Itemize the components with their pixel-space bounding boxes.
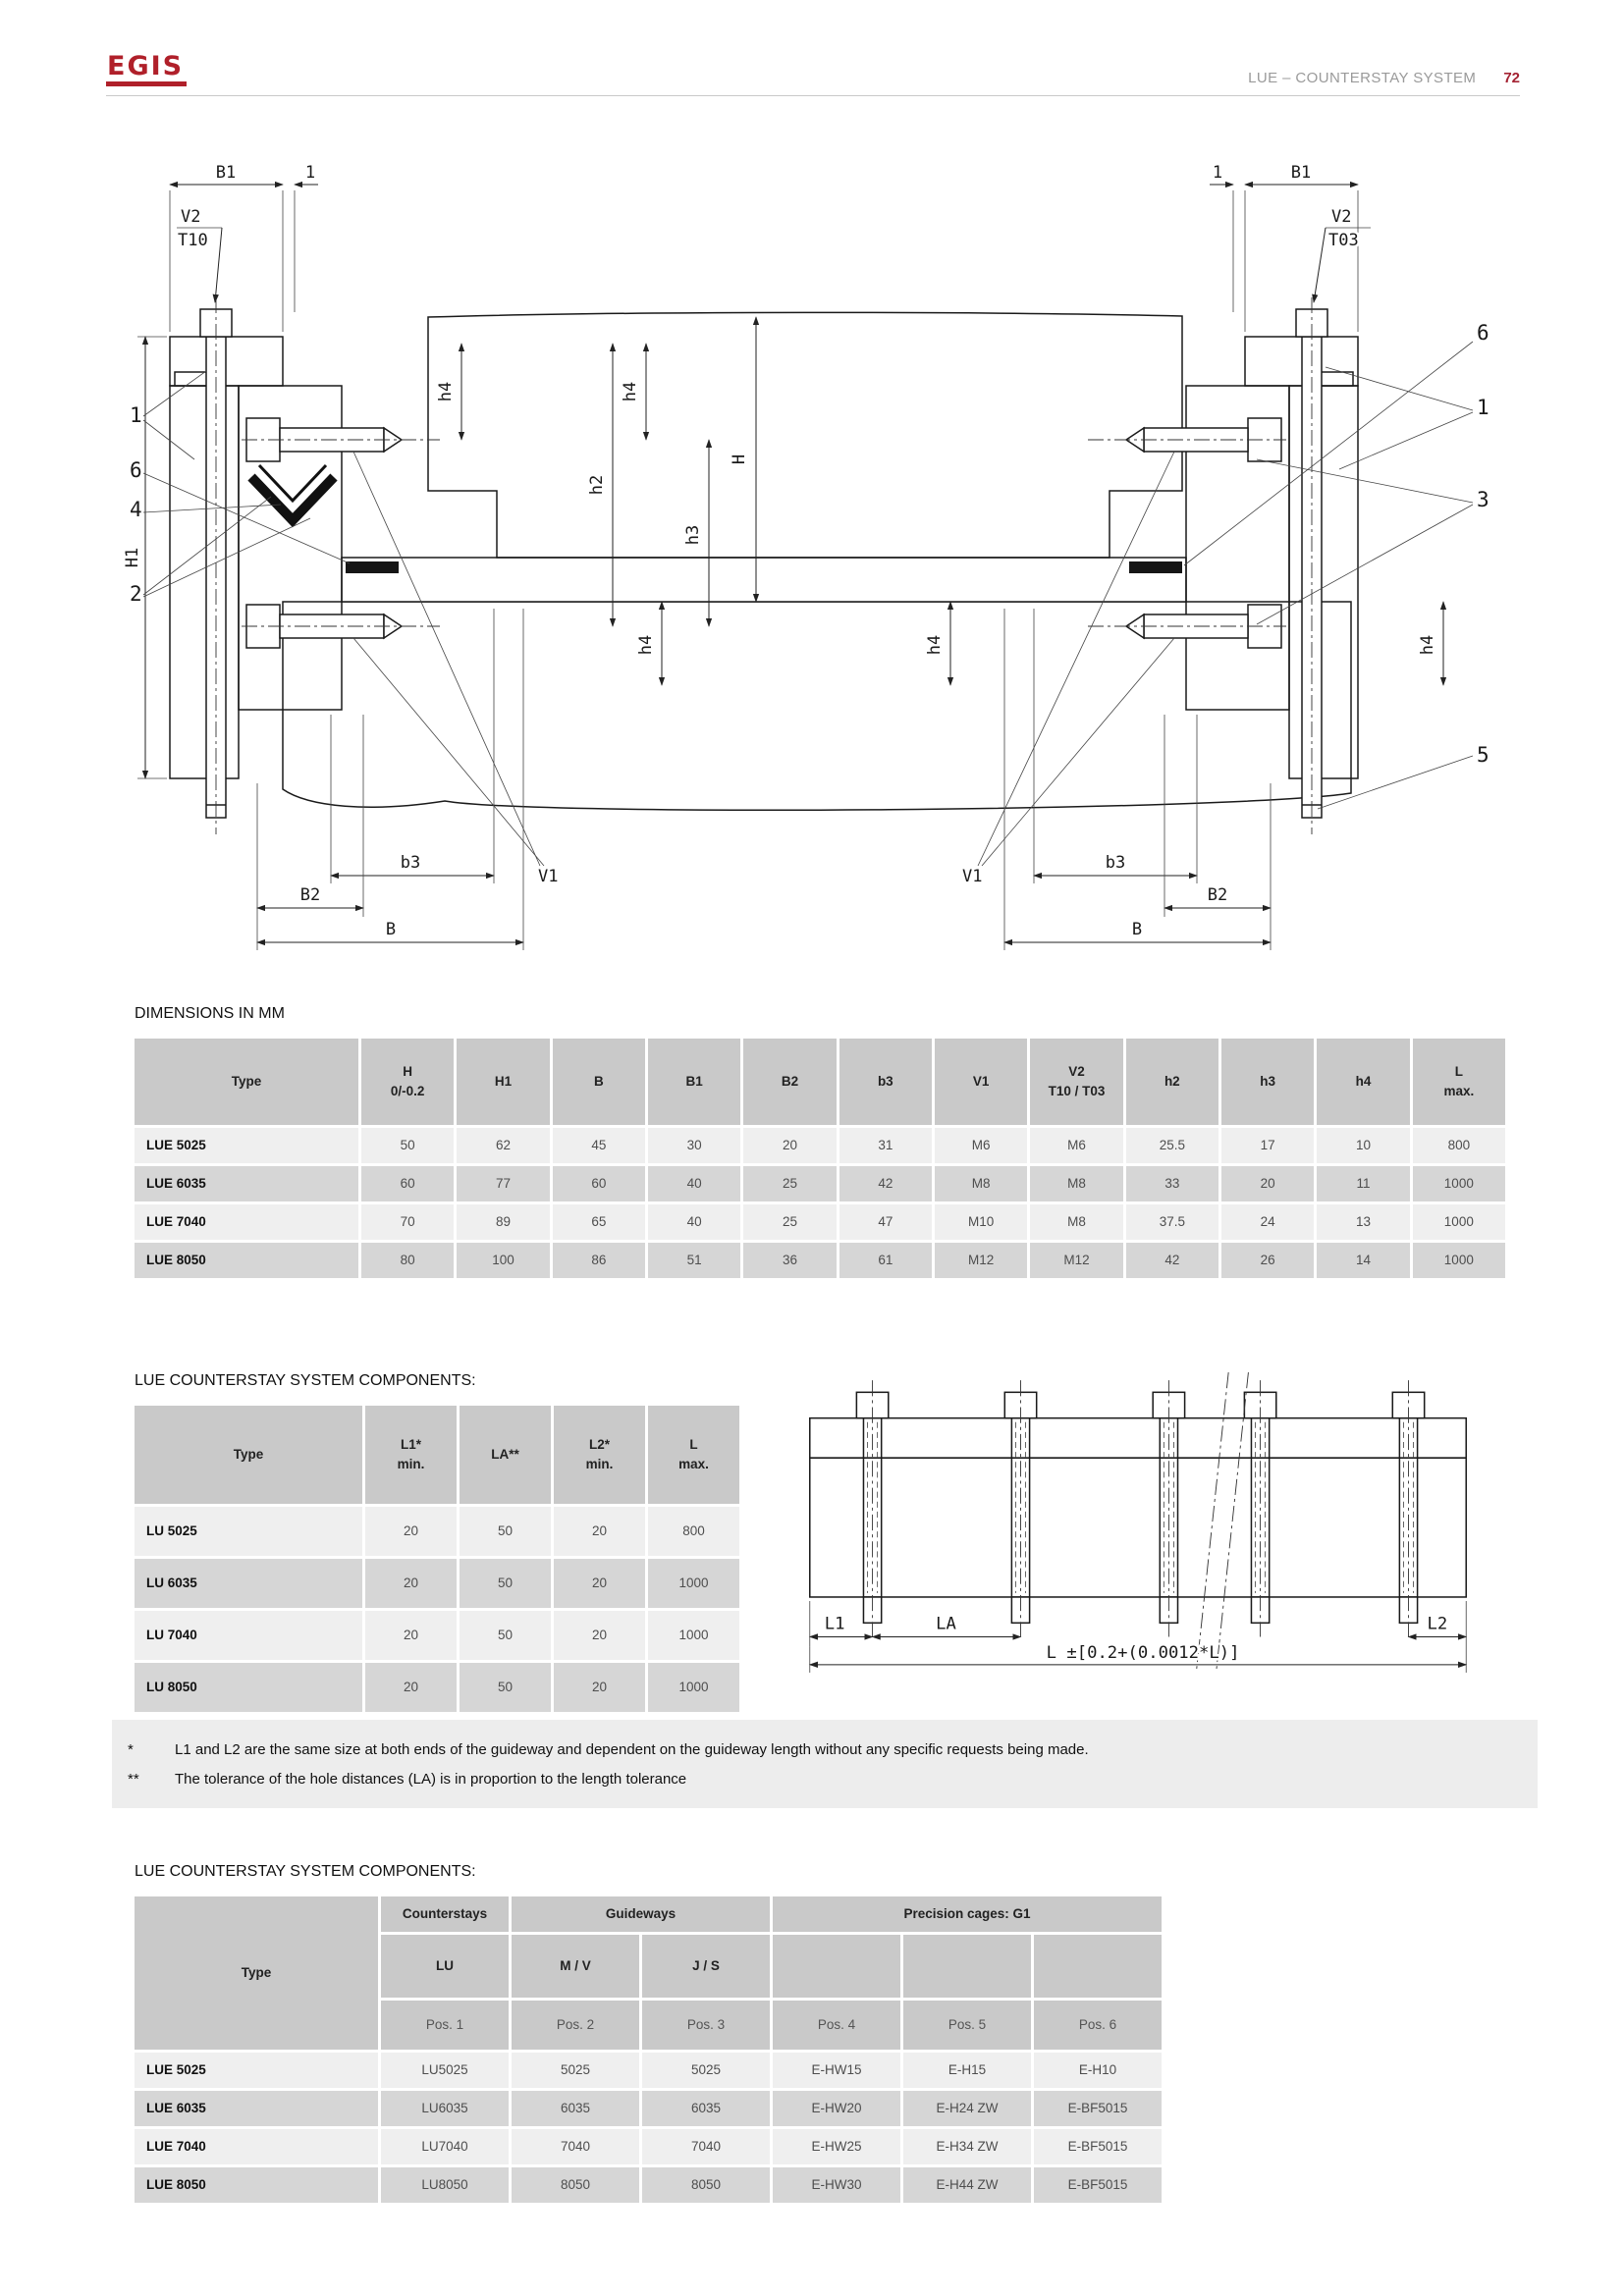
value-cell: 51: [648, 1243, 740, 1278]
header-cell: b3: [839, 1039, 932, 1125]
value-cell: 50: [361, 1128, 454, 1163]
value-cell: 20: [365, 1507, 457, 1556]
dim-l1: L1: [824, 1614, 845, 1634]
value-cell: 42: [1126, 1243, 1218, 1278]
header-cell: Pos. 5: [903, 2001, 1031, 2050]
dim-1-right: 1: [1212, 165, 1223, 183]
footnote-text: The tolerance of the hole distances (LA) is in proportion to the length tolerance: [175, 1771, 687, 1788]
value-cell: E-HW25: [773, 2129, 900, 2164]
value-cell: 36: [743, 1243, 836, 1278]
type-cell: LU 8050: [135, 1663, 362, 1712]
value-cell: E-H34 ZW: [903, 2129, 1031, 2164]
header-cell: Pos. 1: [381, 2001, 509, 2050]
value-cell: E-BF5015: [1034, 2129, 1162, 2164]
table-row: [135, 1204, 1505, 1240]
table-row: [135, 1166, 1505, 1201]
svg-text:V2: V2: [1331, 207, 1352, 227]
type-cell: LUE 8050: [135, 2167, 378, 2203]
table-row: [135, 2091, 1162, 2126]
dim-l-formula: L ±[0.2+(0.0012*L)]: [1046, 1642, 1240, 1663]
guideway-body: [810, 1418, 1466, 1597]
value-cell: 40: [648, 1204, 740, 1240]
value-cell: 50: [460, 1611, 551, 1660]
dimensions-title: DIMENSIONS IN MM: [135, 1005, 285, 1022]
value-cell: 20: [1221, 1166, 1314, 1201]
header-cell: h4: [1317, 1039, 1409, 1125]
value-cell: 6035: [642, 2091, 770, 2126]
header-cell: M / V: [512, 1935, 639, 1998]
dim-b3-right: b3: [1105, 853, 1126, 873]
counterstay-section-drawing: [116, 165, 1504, 962]
header-cell: V1: [935, 1039, 1027, 1125]
value-cell: 25: [743, 1204, 836, 1240]
value-cell: 6035: [512, 2091, 639, 2126]
value-cell: 62: [457, 1128, 549, 1163]
value-cell: E-H15: [903, 2053, 1031, 2088]
value-cell: M12: [935, 1243, 1027, 1278]
page-header: [106, 47, 1520, 96]
value-cell: M10: [935, 1204, 1027, 1240]
footnote-box: [112, 1720, 1538, 1808]
table-row: [135, 2053, 1162, 2088]
value-cell: M8: [1030, 1204, 1122, 1240]
left-upper-bolt: [242, 418, 440, 461]
callout-6-right: 6: [1477, 321, 1489, 345]
header-cell: Pos. 6: [1034, 2001, 1162, 2050]
header-cell: L1* min.: [365, 1406, 457, 1504]
value-cell: 60: [361, 1166, 454, 1201]
dim-b-left: B: [385, 920, 397, 939]
dim-h4-lower-right: h4: [1418, 634, 1437, 656]
value-cell: 30: [648, 1128, 740, 1163]
right-lower-bolt: [1088, 605, 1286, 648]
type-cell: LU 7040: [135, 1611, 362, 1660]
callout-1-left: 1: [130, 403, 142, 427]
header-cell-empty: [773, 1935, 900, 1998]
value-cell: E-BF5015: [1034, 2167, 1162, 2203]
type-cell: LUE 6035: [135, 1166, 358, 1201]
callout-5-right: 5: [1477, 743, 1489, 767]
callout-3-right: 3: [1477, 488, 1489, 511]
svg-text:T10: T10: [178, 231, 208, 250]
header-cell: H1: [457, 1039, 549, 1125]
dim-h4-upper-left: h4: [436, 381, 456, 402]
left-body-plate: [170, 386, 239, 778]
value-cell: M6: [1030, 1128, 1122, 1163]
table-row: [135, 1559, 739, 1608]
egis-logo: EGIS: [106, 53, 187, 86]
callout-v2-t10: [177, 207, 222, 302]
value-cell: 40: [648, 1166, 740, 1201]
value-cell: M8: [935, 1166, 1027, 1201]
dim-b2-right: B2: [1207, 885, 1228, 905]
dim-la: LA: [936, 1614, 956, 1634]
header-cell-empty: [903, 1935, 1031, 1998]
header-cell: B2: [743, 1039, 836, 1125]
value-cell: E-BF5015: [1034, 2091, 1162, 2126]
dim-l2: L2: [1427, 1614, 1448, 1634]
table-row: [135, 1663, 739, 1712]
value-cell: 65: [553, 1204, 645, 1240]
header-cell: L2* min.: [554, 1406, 645, 1504]
value-cell: 20: [743, 1128, 836, 1163]
value-cell: 25: [743, 1166, 836, 1201]
value-cell: 50: [460, 1663, 551, 1712]
value-cell: 7040: [512, 2129, 639, 2164]
dim-b3-left: b3: [400, 853, 421, 873]
footnote-text: L1 and L2 are the same size at both ends of the guideway and dependent on the guideway length without any specific requests being made.: [175, 1741, 1089, 1758]
value-cell: E-H44 ZW: [903, 2167, 1031, 2203]
value-cell: 11: [1317, 1166, 1409, 1201]
value-cell: 1000: [648, 1663, 739, 1712]
main-technical-drawing: [116, 165, 1504, 967]
svg-text:V2: V2: [181, 207, 201, 227]
value-cell: 86: [553, 1243, 645, 1278]
value-cell: 50: [460, 1507, 551, 1556]
components2-header: [135, 1896, 1162, 2050]
machine-slide: [428, 312, 1182, 558]
type-cell: LUE 5025: [135, 2053, 378, 2088]
value-cell: 61: [839, 1243, 932, 1278]
value-cell: LU7040: [381, 2129, 509, 2164]
value-cell: 20: [554, 1611, 645, 1660]
value-cell: M12: [1030, 1243, 1122, 1278]
dimensions-header-row: [135, 1039, 1505, 1125]
value-cell: 24: [1221, 1204, 1314, 1240]
components1-header-row: [135, 1406, 739, 1504]
dim-h2: h2: [587, 474, 607, 496]
footnote: [128, 1765, 1518, 1794]
table-row: [135, 1128, 1505, 1163]
value-cell: 47: [839, 1204, 932, 1240]
v-prism: [251, 465, 334, 520]
value-cell: 20: [365, 1611, 457, 1660]
dim-h: H: [730, 454, 749, 465]
callout-v2-t03: [1314, 207, 1371, 302]
header-cell: L max.: [648, 1406, 739, 1504]
type-cell: LUE 6035: [135, 2091, 378, 2126]
right-upper-bolt: [1088, 418, 1286, 461]
value-cell: 1000: [1413, 1204, 1505, 1240]
right-clamp-pad: [1129, 561, 1182, 573]
header-cell: B1: [648, 1039, 740, 1125]
left-lower-bolt: [242, 605, 440, 648]
header-cell: Type: [135, 1896, 378, 2050]
components2-table: [135, 1896, 1162, 2206]
components1-block: [135, 1406, 1482, 1715]
components1-title: LUE COUNTERSTAY SYSTEM COMPONENTS:: [135, 1372, 476, 1389]
right-body-plate: [1289, 386, 1358, 778]
type-cell: LUE 8050: [135, 1243, 358, 1278]
dim-h4-lower-mid: h4: [925, 634, 945, 656]
value-cell: E-H10: [1034, 2053, 1162, 2088]
type-cell: LUE 5025: [135, 1128, 358, 1163]
value-cell: LU6035: [381, 2091, 509, 2126]
page-title: LUE – COUNTERSTAY SYSTEM: [1248, 70, 1477, 86]
value-cell: 20: [554, 1559, 645, 1608]
value-cell: 1000: [1413, 1166, 1505, 1201]
components1-table: [135, 1406, 739, 1715]
value-cell: 77: [457, 1166, 549, 1201]
value-cell: 1000: [648, 1611, 739, 1660]
header-cell: B: [553, 1039, 645, 1125]
value-cell: 13: [1317, 1204, 1409, 1240]
header-cell: h2: [1126, 1039, 1218, 1125]
header-cell: Precision cages: G1: [773, 1896, 1162, 1932]
value-cell: 31: [839, 1128, 932, 1163]
value-cell: 20: [554, 1663, 645, 1712]
components2-title: LUE COUNTERSTAY SYSTEM COMPONENTS:: [135, 1863, 476, 1880]
callout-1-right: 1: [1477, 396, 1489, 419]
svg-text:T03: T03: [1328, 231, 1359, 250]
value-cell: 45: [553, 1128, 645, 1163]
header-right: [1248, 70, 1520, 86]
value-cell: 1000: [1413, 1243, 1505, 1278]
page-number: 72: [1503, 70, 1520, 86]
callout-2-left: 2: [130, 582, 142, 606]
value-cell: E-HW15: [773, 2053, 900, 2088]
value-cell: 70: [361, 1204, 454, 1240]
header-cell: V2 T10 / T03: [1030, 1039, 1122, 1125]
value-cell: M6: [935, 1128, 1027, 1163]
value-cell: 26: [1221, 1243, 1314, 1278]
value-cell: 100: [457, 1243, 549, 1278]
header-cell: h3: [1221, 1039, 1314, 1125]
value-cell: 25.5: [1126, 1128, 1218, 1163]
dim-b1-left: B1: [215, 165, 237, 183]
table-row: [135, 1611, 739, 1660]
value-cell: E-HW30: [773, 2167, 900, 2203]
dim-b-right: B: [1131, 920, 1143, 939]
dim-b2-left: B2: [299, 885, 321, 905]
header-cell: Counterstays: [381, 1896, 509, 1932]
value-cell: E-H24 ZW: [903, 2091, 1031, 2126]
table-row: [135, 1243, 1505, 1278]
value-cell: 20: [365, 1663, 457, 1712]
header-cell: Pos. 3: [642, 2001, 770, 2050]
value-cell: 42: [839, 1166, 932, 1201]
type-cell: LU 6035: [135, 1559, 362, 1608]
table-row: [135, 2129, 1162, 2164]
header-cell: Guideways: [512, 1896, 770, 1932]
header-cell: LA**: [460, 1406, 551, 1504]
header-cell: Type: [135, 1406, 362, 1504]
footnote-mark: **: [128, 1771, 139, 1788]
value-cell: 20: [554, 1507, 645, 1556]
value-cell: 7040: [642, 2129, 770, 2164]
left-clamp-pad: [346, 561, 399, 573]
header-cell-empty: [1034, 1935, 1162, 1998]
value-cell: LU8050: [381, 2167, 509, 2203]
header-cell: J / S: [642, 1935, 770, 1998]
value-cell: E-HW20: [773, 2091, 900, 2126]
header-cell: L max.: [1413, 1039, 1505, 1125]
guideway-length-drawing: [794, 1366, 1482, 1677]
dim-h3: h3: [683, 524, 703, 546]
value-cell: 14: [1317, 1243, 1409, 1278]
header-cell: H 0/-0.2: [361, 1039, 454, 1125]
guide-rail: [342, 558, 1186, 602]
value-cell: 8050: [512, 2167, 639, 2203]
value-cell: 8050: [642, 2167, 770, 2203]
callout-4-left: 4: [130, 498, 142, 521]
value-cell: 5025: [642, 2053, 770, 2088]
value-cell: 800: [1413, 1128, 1505, 1163]
value-cell: 20: [365, 1559, 457, 1608]
type-cell: LU 5025: [135, 1507, 362, 1556]
value-cell: 5025: [512, 2053, 639, 2088]
value-cell: 1000: [648, 1559, 739, 1608]
dim-h1: H1: [123, 547, 142, 568]
type-cell: LUE 7040: [135, 1204, 358, 1240]
value-cell: 50: [460, 1559, 551, 1608]
table-row: [135, 1507, 739, 1556]
value-cell: 89: [457, 1204, 549, 1240]
value-cell: LU5025: [381, 2053, 509, 2088]
dim-h4-lower-left: h4: [636, 634, 656, 656]
footnote-mark: *: [128, 1741, 134, 1758]
header-cell: Pos. 2: [512, 2001, 639, 2050]
value-cell: 60: [553, 1166, 645, 1201]
header-cell: LU: [381, 1935, 509, 1998]
value-cell: 17: [1221, 1128, 1314, 1163]
header-cell: Pos. 4: [773, 2001, 900, 2050]
dim-1-left: 1: [304, 165, 316, 183]
value-cell: M8: [1030, 1166, 1122, 1201]
dimensions-table: [135, 1039, 1505, 1281]
header-cell: Type: [135, 1039, 358, 1125]
dim-h4-upper-right: h4: [621, 381, 640, 402]
table-row: [135, 2167, 1162, 2203]
value-cell: 80: [361, 1243, 454, 1278]
dim-v1-left: V1: [538, 867, 559, 886]
value-cell: 33: [1126, 1166, 1218, 1201]
footnote: [128, 1735, 1518, 1765]
dim-b1-right: B1: [1290, 165, 1312, 183]
callout-6-left: 6: [130, 458, 142, 482]
value-cell: 37.5: [1126, 1204, 1218, 1240]
type-cell: LUE 7040: [135, 2129, 378, 2164]
dim-v1-right: V1: [962, 867, 983, 886]
value-cell: 800: [648, 1507, 739, 1556]
value-cell: 10: [1317, 1128, 1409, 1163]
